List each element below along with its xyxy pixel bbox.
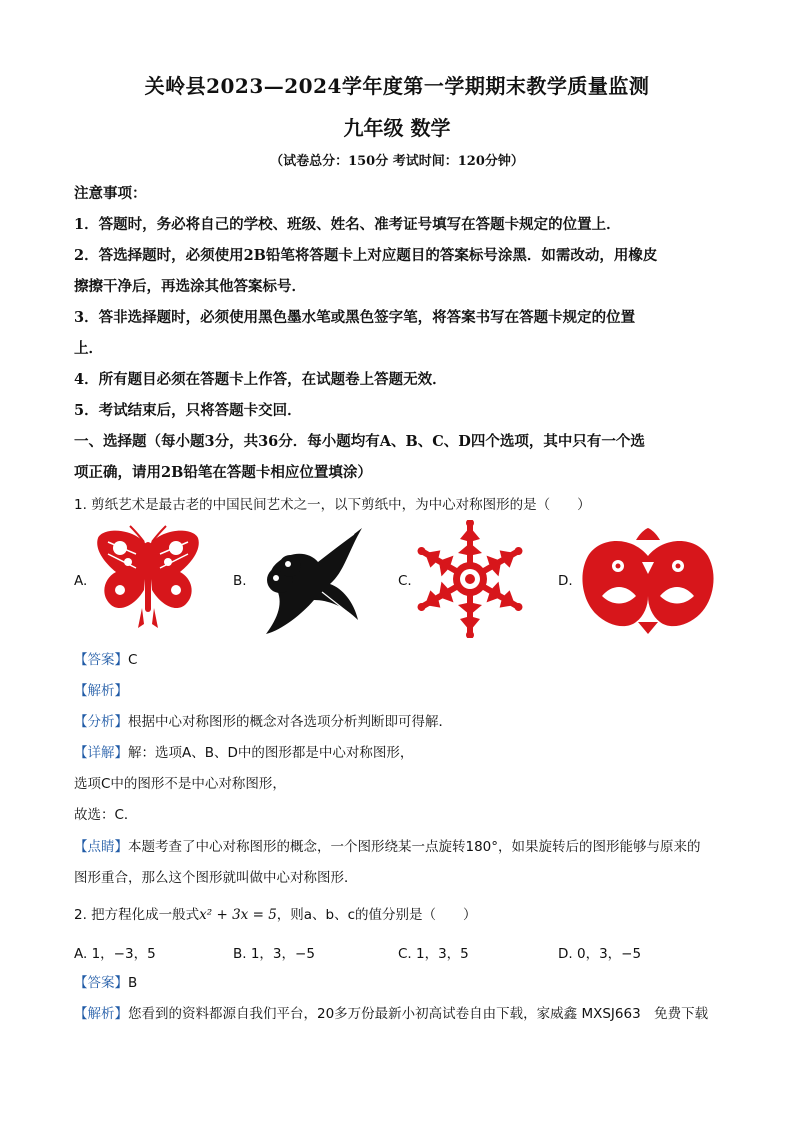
notice-item: 2．答选择题时，必须使用2B铅笔将答题卡上对应题目的答案标号涂黑．如需改动，用橡皮 [74,247,658,264]
q2-answer [74,973,734,993]
notice-item: 擦擦干净后，再选涂其他答案标号． [74,278,306,295]
question-1-stem: 1. 剪纸艺术是最古老的中国民间艺术之一，以下剪纸中，为中心对称图形的是（ ） [74,497,591,513]
option-c-label: C. [398,573,412,589]
q2-choice-b: B. 1，3，−5 [233,946,315,962]
dianjing-tag: 【点睛】 [74,839,128,855]
q1-analysis-tag [74,681,734,701]
q2-choice-a: A. 1，−3，5 [74,946,156,962]
answer-value: B [128,975,138,991]
answer-tag: 【答案】 [74,652,128,668]
q1-dianjing [74,837,734,857]
section-heading-cont: 项正确，请用2B铅笔在答题卡相应位置填涂） [74,464,372,481]
xiangjie-text: 解：选项A、B、D中的图形都是中心对称图形， [128,745,414,761]
q1-answer [74,650,734,670]
exam-subtitle: 九年级 数学 [343,116,451,140]
analysis-text: 您看到的资料都源自我们平台，20多万份最新小初高试卷自由下载，家威鑫 MXSJ663 免费下载 [128,1006,709,1022]
snowflake-papercut-image [414,520,526,638]
xiangjie-tag: 【详解】 [74,745,128,761]
q2-stem-pre: 2. 把方程化成一般式 [74,907,200,923]
option-d-label: D. [558,573,573,589]
swallow-papercut-image [258,522,366,636]
exam-info: （试卷总分：150分 考试时间：120分钟） [270,154,524,169]
option-a-label: A. [74,573,88,589]
q1-xiangjie-line3: 故选：C． [74,807,138,823]
analysis-tag: 【解析】 [74,1006,128,1022]
notice-item: 1．答题时，务必将自己的学校、班级、姓名、准考证号填写在答题卡规定的位置上． [74,216,621,233]
q2-analysis [74,1004,734,1024]
butterfly-papercut-image [92,524,204,634]
fenxi-tag: 【分析】 [74,714,128,730]
dianjing-text: 本题考查了中心对称图形的概念，一个图形绕某一点旋转180°，如果旋转后的图形能够与原来的 [128,839,701,855]
q2-equation: x² + 3x = 5 [199,907,277,923]
q1-xiangjie-line2: 选项C中的图形不是中心对称图形， [74,776,286,792]
answer-value: C [128,652,138,668]
question-2-stem [74,905,734,925]
q1-dianjing-line2: 图形重合，那么这个图形就叫做中心对称图形． [74,870,358,886]
notice-heading: 注意事项： [74,185,147,202]
analysis-tag: 【解析】 [74,683,128,699]
exam-title: 关岭县2023—2024学年度第一学期期末教学质量监测 [144,74,650,98]
twin-fish-papercut-image [578,526,718,634]
q2-choice-c: C. 1，3，5 [398,946,469,962]
notice-item: 3．答非选择题时，必须使用黑色墨水笔或黑色签字笔，将答案书写在答题卡规定的位置 [74,309,636,326]
notice-item: 4．所有题目必须在答题卡上作答，在试题卷上答题无效． [74,371,447,388]
q1-xiangjie [74,743,734,763]
section-heading: 一、选择题（每小题3分，共36分．每小题均有A、B、C、D四个选项，其中只有一个选 [74,433,645,450]
option-b-label: B. [233,573,247,589]
q1-fenxi [74,712,734,732]
notice-item: 5．考试结束后，只将答题卡交回． [74,402,302,419]
notice-item: 上． [74,340,103,357]
q2-stem-post: ，则a、b、c的值分别是（ ） [276,907,477,923]
answer-tag: 【答案】 [74,975,128,991]
fenxi-text: 根据中心对称图形的概念对各选项分析判断即可得解． [128,714,452,730]
q2-choice-d: D. 0，3，−5 [558,946,642,962]
